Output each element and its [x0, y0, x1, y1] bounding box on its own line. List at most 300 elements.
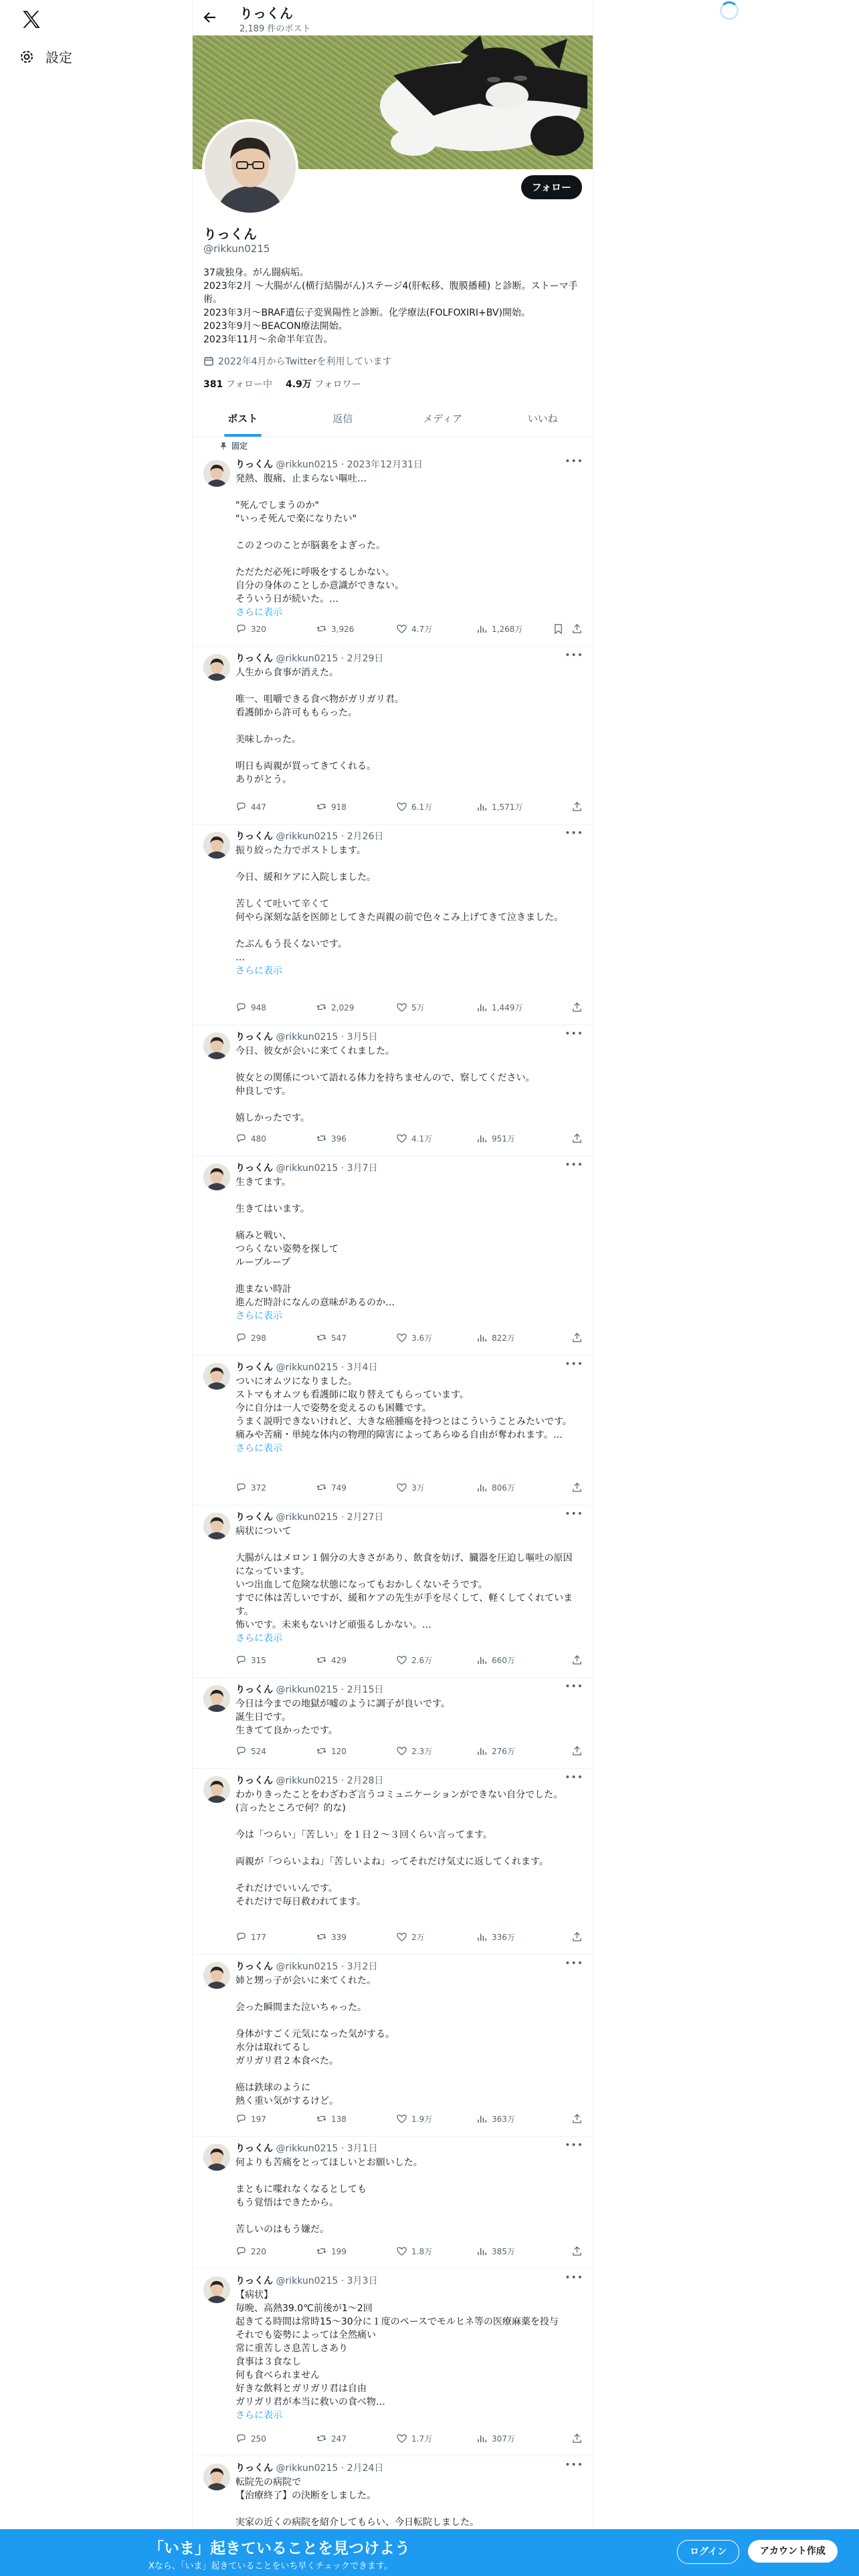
- tweet-author-name[interactable]: りっくん: [235, 1163, 273, 1174]
- share-icon: [571, 2433, 583, 2444]
- tweet-avatar[interactable]: [203, 1033, 230, 1059]
- repost-count: 918: [331, 802, 347, 812]
- tweet-actions: [235, 1931, 583, 1945]
- tweet-author-name[interactable]: りっくん: [235, 2463, 273, 2474]
- tweet-actions: [235, 2246, 583, 2259]
- bio-line: 2023年11月〜余命半年宣告。: [203, 334, 333, 345]
- share-icon: [571, 1482, 583, 1493]
- bookmark-button[interactable]: [553, 623, 564, 635]
- gear-icon: [19, 49, 35, 65]
- tweet-date[interactable]: 2月26日: [347, 831, 384, 842]
- show-more-link[interactable]: さらに表示: [235, 2410, 282, 2421]
- reply-icon: [235, 2246, 247, 2257]
- tweet-text-line: 好きな飲料とガリガリ君は自由: [235, 2383, 367, 2394]
- like-button[interactable]: [396, 2246, 432, 2257]
- reply-button[interactable]: [235, 623, 266, 635]
- repost-icon: [316, 1931, 327, 1943]
- reply-button[interactable]: [235, 2433, 266, 2444]
- tweet-date[interactable]: 3月4日: [347, 1362, 378, 1373]
- tweet[interactable]: [193, 1355, 593, 1505]
- like-icon: [396, 2113, 407, 2125]
- tweet[interactable]: [193, 824, 593, 1025]
- repost-button[interactable]: [316, 2113, 347, 2125]
- like-button[interactable]: [396, 1654, 432, 1666]
- tweet-text: [235, 1375, 578, 1455]
- tweet-text-line: わかりきったことをわざわざ言うコミュニケーションができない自分でした。: [235, 1790, 563, 1800]
- reply-count: 524: [251, 1746, 266, 1756]
- bio-line: 2023年3月〜BRAF遺伝子変異陽性と診断。化学療法(FOLFOXIRI+BV)開始。: [203, 308, 531, 318]
- tweet-author-handle[interactable]: @rikkun0215: [276, 653, 339, 664]
- tweet-text-line: [235, 2210, 578, 2223]
- tweet-text: [235, 1045, 578, 1125]
- repost-button[interactable]: [316, 801, 347, 813]
- tweet-author-name[interactable]: りっくん: [235, 653, 273, 664]
- like-button[interactable]: [396, 1332, 432, 1344]
- tweet-date[interactable]: 3月5日: [347, 1032, 378, 1043]
- show-more-link[interactable]: さらに表示: [235, 966, 282, 976]
- views-count: 951万: [492, 1134, 515, 1144]
- tweet[interactable]: [193, 1025, 593, 1156]
- tweet-actions: [235, 1654, 583, 1668]
- more-options-icon[interactable]: •••: [565, 1772, 583, 1783]
- tweet-avatar[interactable]: [203, 1685, 230, 1712]
- signup-banner: [0, 2529, 859, 2576]
- like-button[interactable]: [396, 1745, 432, 1757]
- tweet-author-handle[interactable]: @rikkun0215: [276, 2463, 339, 2474]
- tweet-avatar[interactable]: [203, 2276, 230, 2303]
- tweet-date[interactable]: 3月1日: [347, 2143, 378, 2154]
- tweet-avatar[interactable]: [203, 832, 230, 859]
- like-count: 4.1万: [411, 1134, 433, 1144]
- repost-button[interactable]: [316, 1002, 354, 1013]
- tweet-text-line: [235, 679, 578, 693]
- views-icon: [476, 623, 488, 635]
- share-button[interactable]: [571, 2113, 583, 2125]
- reply-button[interactable]: [235, 1332, 266, 1344]
- like-button[interactable]: [396, 801, 432, 813]
- repost-icon: [316, 1133, 327, 1144]
- like-icon: [396, 1002, 407, 1013]
- repost-button[interactable]: [316, 1745, 347, 1757]
- login-button[interactable]: ログイン: [677, 2540, 739, 2564]
- tweet-date[interactable]: 2月28日: [347, 1776, 384, 1786]
- share-icon: [571, 1332, 583, 1344]
- views-count: 660万: [492, 1656, 515, 1665]
- views-button[interactable]: [476, 1654, 515, 1666]
- tweet-author-handle[interactable]: @rikkun0215: [276, 1685, 339, 1695]
- followers-label: フォロワー: [314, 379, 361, 390]
- followers-link[interactable]: [286, 377, 361, 391]
- bookmark-icon: [553, 623, 564, 635]
- tab-posts[interactable]: ポスト: [193, 401, 293, 437]
- repost-button[interactable]: [316, 1133, 347, 1144]
- repost-icon: [316, 1745, 327, 1757]
- like-button[interactable]: [396, 2113, 432, 2125]
- tweet-author-handle[interactable]: @rikkun0215: [276, 831, 339, 842]
- tweet-author-handle[interactable]: @rikkun0215: [276, 1032, 339, 1043]
- more-options-icon[interactable]: •••: [565, 1681, 583, 1692]
- tweet[interactable]: [193, 1677, 593, 1769]
- reply-count: 177: [251, 1932, 266, 1942]
- signup-banner-subtitle: Xなら、「いま」起きていることをいち早くチェックできます。: [149, 2561, 393, 2571]
- reply-button[interactable]: [235, 1654, 266, 1666]
- share-button[interactable]: [571, 1745, 583, 1757]
- repost-button[interactable]: [316, 2433, 347, 2444]
- tweet-text-line: 苦しくて吐いて辛くて: [235, 899, 329, 909]
- tweet-text-line: [235, 2169, 578, 2183]
- views-count: 1,268万: [492, 625, 523, 634]
- tweet-author-name[interactable]: りっくん: [235, 2143, 273, 2154]
- reply-button[interactable]: [235, 1931, 266, 1943]
- tweet-author-handle[interactable]: @rikkun0215: [276, 2143, 339, 2154]
- tweet-text-line: "死んでしまうのか": [235, 500, 319, 511]
- tweet-text-line: 生きてて良かったです。: [235, 1725, 338, 1736]
- tweet-avatar[interactable]: [203, 1776, 230, 1803]
- reply-count: 197: [251, 2114, 266, 2124]
- profile-header-bar: [193, 0, 593, 35]
- loading-spinner-icon: [720, 1, 739, 20]
- like-count: 2.3万: [411, 1747, 433, 1756]
- reply-count: 447: [251, 802, 266, 812]
- repost-button[interactable]: [316, 623, 354, 635]
- repost-icon: [316, 2433, 327, 2444]
- bio-line: 2023年9月〜BEACON療法開始。: [203, 321, 348, 332]
- tweet-header: [235, 1360, 377, 1374]
- tweet-date[interactable]: 2月27日: [347, 1512, 384, 1523]
- like-button[interactable]: [396, 1002, 425, 1013]
- share-button[interactable]: [571, 623, 583, 635]
- tweet-text-line: 病状について: [235, 1526, 292, 1537]
- tweet-text-line: いつ出血して危険な状態になってもおかしくないそうです。: [235, 1580, 488, 1590]
- tweet-text: [235, 844, 578, 978]
- tweet-author-name[interactable]: りっくん: [235, 459, 273, 470]
- profile-avatar[interactable]: [202, 119, 298, 215]
- tweet-author-name[interactable]: りっくん: [235, 2276, 273, 2286]
- views-button[interactable]: [476, 1931, 515, 1943]
- tweet-actions: [235, 2433, 583, 2446]
- tweet-separator: ·: [338, 2143, 347, 2154]
- reply-button[interactable]: [235, 801, 266, 813]
- tweet-text-line: すでに体は苦しいですが、緩和ケアの先生が手を尽くして、軽くしてくれています。: [235, 1593, 573, 1617]
- tweet-text-line: [235, 2502, 578, 2516]
- like-button[interactable]: [396, 1931, 425, 1943]
- tweet-text-line: 【病状】: [235, 2290, 273, 2300]
- reply-count: 372: [251, 1483, 266, 1493]
- like-icon: [396, 1931, 407, 1943]
- tweet[interactable]: [193, 2268, 593, 2456]
- tweet-text-line: 食事は３食なし: [235, 2357, 301, 2367]
- tweet-date[interactable]: 2月29日: [347, 653, 384, 664]
- tweet-text-line: 今日、緩和ケアに入院しました。: [235, 872, 376, 883]
- tweet-text-line: [235, 1868, 578, 1882]
- show-more-link[interactable]: さらに表示: [235, 1443, 282, 1454]
- tweet-text-line: ガリガリ君が本当に救いの食べ物…: [235, 2397, 385, 2407]
- header-post-count: 2,189 件のポスト: [240, 24, 311, 34]
- repost-button[interactable]: [316, 1482, 347, 1493]
- tweet-author-handle[interactable]: @rikkun0215: [276, 1776, 339, 1786]
- more-options-icon[interactable]: •••: [565, 1029, 583, 1039]
- views-button[interactable]: [476, 1332, 515, 1344]
- tweet-avatar[interactable]: [203, 1962, 230, 1989]
- tweet-text-line: それだけでいいんです。: [235, 1883, 338, 1894]
- tweet-avatar[interactable]: [203, 460, 230, 487]
- views-icon: [476, 1654, 488, 1666]
- tweet-separator: ·: [338, 1032, 347, 1043]
- views-button[interactable]: [476, 2433, 515, 2444]
- tweet-text-line: 彼女との関係について語れる体力を持ちませんので、察してください。: [235, 1073, 535, 1083]
- tweet[interactable]: [193, 1768, 593, 1955]
- tweet-header: [235, 1510, 383, 1523]
- more-options-icon[interactable]: •••: [565, 2272, 583, 2283]
- pinned-indicator: [219, 440, 248, 451]
- views-button[interactable]: [476, 1482, 515, 1493]
- reply-icon: [235, 1931, 247, 1943]
- tweet-text-line: 自分の身体のことしか意識ができない。: [235, 580, 404, 591]
- tweet-separator: ·: [338, 1362, 347, 1373]
- repost-button[interactable]: [316, 1931, 347, 1943]
- share-button[interactable]: [571, 1931, 583, 1943]
- tweet[interactable]: [193, 1156, 593, 1356]
- views-button[interactable]: [476, 623, 522, 635]
- more-options-icon[interactable]: •••: [565, 2460, 583, 2470]
- more-options-icon[interactable]: •••: [565, 1509, 583, 1519]
- tweet-text: [235, 666, 578, 786]
- profile-handle: @rikkun0215: [203, 243, 270, 255]
- like-button[interactable]: [396, 1133, 432, 1144]
- repost-button[interactable]: [316, 1332, 347, 1344]
- tweet-separator: ·: [338, 653, 347, 664]
- nav-settings[interactable]: [19, 47, 72, 66]
- tweet-text-line: 大腸がんはメロン１個分の大きさがあり、飲食を妨げ、臓器を圧迫し嘔吐の原因になっています。: [235, 1553, 573, 1577]
- like-button[interactable]: [396, 2433, 432, 2444]
- tweet-header: [235, 1959, 377, 1973]
- share-button[interactable]: [571, 1002, 583, 1013]
- tweet-date[interactable]: 3月2日: [347, 1961, 378, 1972]
- reply-button[interactable]: [235, 1745, 266, 1757]
- share-button[interactable]: [571, 1482, 583, 1493]
- tweet-avatar[interactable]: [203, 1164, 230, 1190]
- like-icon: [396, 2246, 407, 2257]
- reply-button[interactable]: [235, 1133, 266, 1144]
- pinned-label: 固定: [231, 441, 248, 451]
- signup-button[interactable]: アカウント作成: [748, 2540, 838, 2563]
- reply-icon: [235, 801, 247, 813]
- tweet-date[interactable]: 2月15日: [347, 1685, 384, 1695]
- tweet-text-line: 嬉しかったです。: [235, 1113, 310, 1123]
- tweet-text-line: "いっそ死んで楽になりたい": [235, 514, 357, 524]
- views-count: 385万: [492, 2247, 515, 2256]
- like-icon: [396, 801, 407, 813]
- repost-icon: [316, 623, 327, 635]
- tweet-separator: ·: [338, 1512, 347, 1523]
- tweet-text-line: 痛みと戦い、: [235, 1230, 292, 1241]
- more-options-icon[interactable]: •••: [565, 1958, 583, 1969]
- tab-media[interactable]: メディア: [423, 413, 463, 425]
- repost-button[interactable]: [316, 2246, 347, 2257]
- repost-button[interactable]: [316, 1654, 347, 1666]
- tweet-author-handle[interactable]: @rikkun0215: [276, 1961, 339, 1972]
- reply-count: 220: [251, 2246, 266, 2256]
- repost-count: 138: [331, 2114, 347, 2124]
- share-button[interactable]: [571, 2246, 583, 2257]
- tweet-text-line: [235, 1538, 578, 1551]
- tweet-text: [235, 472, 578, 619]
- views-icon: [476, 1002, 488, 1013]
- tweet-text-line: [235, 720, 578, 733]
- tweet-text: [235, 1788, 578, 1909]
- tweet-text-line: 癌は鉄球のように: [235, 2082, 310, 2093]
- tweet-separator: ·: [338, 2276, 347, 2286]
- tweet-avatar[interactable]: [203, 1363, 230, 1390]
- views-button[interactable]: [476, 1133, 515, 1144]
- tweet-text-line: 苦しいのはもう嫌だ。: [235, 2224, 329, 2235]
- tweet-avatar[interactable]: [203, 1513, 230, 1539]
- tweet-text-line: (言ったところで何？的な): [235, 1803, 346, 1814]
- tweet-author-name[interactable]: りっくん: [235, 1362, 273, 1373]
- tweet-author-handle[interactable]: @rikkun0215: [276, 2276, 339, 2286]
- more-options-icon[interactable]: •••: [565, 456, 583, 467]
- tweet-author-name[interactable]: りっくん: [235, 1776, 273, 1786]
- tweet-text-line: 常に重苦しさ息苦しさあり: [235, 2343, 348, 2354]
- views-button[interactable]: [476, 1002, 522, 1013]
- nav-settings-label: 設定: [45, 49, 72, 66]
- tweet-avatar[interactable]: [203, 654, 230, 681]
- tweet[interactable]: [193, 1954, 593, 2137]
- tweet-author-handle[interactable]: @rikkun0215: [276, 1362, 339, 1373]
- reply-count: 320: [251, 624, 266, 634]
- repost-count: 3,926: [331, 624, 355, 634]
- tweet-text-line: [235, 746, 578, 760]
- tweet[interactable]: [193, 646, 593, 825]
- tweet-author-name[interactable]: りっくん: [235, 1032, 273, 1043]
- share-button[interactable]: [571, 1332, 583, 1344]
- tweet-text: [235, 2156, 578, 2236]
- tweet-text-line: ループループ: [235, 1257, 291, 1268]
- tweet-text-line: …: [235, 952, 245, 963]
- share-icon: [571, 2246, 583, 2257]
- views-button[interactable]: [476, 801, 522, 813]
- like-icon: [396, 2433, 407, 2444]
- views-button[interactable]: [476, 1745, 515, 1757]
- tweet-text-line: 明日も両親が買ってきてくれる。: [235, 761, 376, 772]
- reply-button[interactable]: [235, 1482, 266, 1493]
- tweet-author-name[interactable]: りっくん: [235, 1685, 273, 1695]
- tweet-date[interactable]: 3月7日: [347, 1163, 378, 1174]
- tab-likes[interactable]: いいね: [527, 413, 558, 425]
- tab-replies[interactable]: 返信: [332, 413, 353, 425]
- tweet-text-line: [235, 1189, 578, 1202]
- share-button[interactable]: [571, 1654, 583, 1666]
- share-button[interactable]: [571, 2433, 583, 2444]
- reply-icon: [235, 1745, 247, 1757]
- tweet-text-line: 今日は今までの地獄が嘘のように調子が良いです。: [235, 1699, 450, 1709]
- tweet[interactable]: [193, 2136, 593, 2269]
- tweet-text-line: ありがとう。: [235, 774, 292, 785]
- tweet-header: [235, 2461, 383, 2474]
- tweet-text: [235, 2288, 578, 2422]
- tweet-separator: ·: [338, 831, 347, 842]
- tweet-text-line: 人生から食事が消えた。: [235, 667, 339, 678]
- views-button[interactable]: [476, 2246, 515, 2257]
- share-icon: [571, 1654, 583, 1666]
- tweet-text-line: ただただ必死に呼吸をするしかない。: [235, 567, 395, 578]
- reply-button[interactable]: [235, 1002, 266, 1013]
- repost-count: 199: [331, 2246, 347, 2256]
- bio-line: 37歳独身。がん闘病垢。: [203, 267, 309, 278]
- reply-icon: [235, 2433, 247, 2444]
- tweet-text-line: 熱く重い気がするけど。: [235, 2096, 339, 2107]
- more-options-icon[interactable]: •••: [565, 650, 583, 661]
- tweet-avatar[interactable]: [203, 2144, 230, 2171]
- views-icon: [476, 1332, 488, 1344]
- views-count: 307万: [492, 2434, 515, 2444]
- tweet-text-line: それでも姿勢によっては全然痛い: [235, 2330, 376, 2341]
- tweet-text-line: 生きてはいます。: [235, 1204, 310, 1214]
- tweet-separator: ·: [338, 1163, 347, 1174]
- tweet-avatar[interactable]: [203, 2464, 230, 2490]
- show-more-link[interactable]: さらに表示: [235, 1311, 282, 1321]
- more-options-icon[interactable]: •••: [565, 1359, 583, 1370]
- tweet-author-handle[interactable]: @rikkun0215: [276, 1512, 339, 1523]
- reply-count: 250: [251, 2434, 266, 2444]
- reply-icon: [235, 1002, 247, 1013]
- tweet-author-name[interactable]: りっくん: [235, 1961, 273, 1972]
- show-more-link[interactable]: さらに表示: [235, 1633, 282, 1644]
- views-button[interactable]: [476, 2113, 515, 2125]
- tweet-author-handle[interactable]: @rikkun0215: [276, 1163, 339, 1174]
- more-options-icon[interactable]: •••: [565, 828, 583, 839]
- more-options-icon[interactable]: •••: [565, 1160, 583, 1170]
- following-link[interactable]: [203, 377, 272, 391]
- tweet-author-handle[interactable]: @rikkun0215: [276, 459, 339, 470]
- like-icon: [396, 1745, 407, 1757]
- tweet-text-line: 何やら深刻な話を医師としてきた両親の前で色々こみ上げてきて泣きました。: [235, 912, 563, 923]
- views-icon: [476, 1931, 488, 1943]
- like-icon: [396, 1133, 407, 1144]
- like-icon: [396, 1332, 407, 1344]
- tweet[interactable]: [193, 452, 593, 647]
- tweet-text-line: 両親が「つらいよね」「苦しいよね」ってそれだけ気丈に返してくれます。: [235, 1856, 549, 1867]
- views-count: 822万: [492, 1333, 515, 1343]
- share-button[interactable]: [571, 1133, 583, 1144]
- follow-button[interactable]: フォロー: [521, 175, 582, 199]
- show-more-link[interactable]: さらに表示: [235, 607, 282, 618]
- tweet-text-line: ストマもオムツも看護師に取り替えてもらっています。: [235, 1390, 469, 1400]
- tweet-author-name[interactable]: りっくん: [235, 831, 273, 842]
- tweet-author-name[interactable]: りっくん: [235, 1512, 273, 1523]
- tweet-date[interactable]: 3月3日: [347, 2276, 378, 2286]
- views-count: 1,571万: [492, 802, 523, 812]
- tweet[interactable]: [193, 1505, 593, 1678]
- tweet-separator: ·: [338, 1776, 347, 1786]
- tweet[interactable]: [193, 2456, 593, 2530]
- repost-count: 547: [331, 1333, 347, 1343]
- tweet-text-line: 誕生日です。: [235, 1712, 291, 1723]
- reply-button[interactable]: [235, 2113, 266, 2125]
- like-button[interactable]: [396, 623, 432, 635]
- tweet-text-line: 【治療終了】の決断をしました。: [235, 2490, 376, 2501]
- views-count: 276万: [492, 1747, 515, 1756]
- more-options-icon[interactable]: •••: [565, 2140, 583, 2151]
- tweet-date[interactable]: 2月24日: [347, 2463, 384, 2474]
- x-logo-icon[interactable]: [20, 8, 43, 31]
- share-button[interactable]: [571, 801, 583, 813]
- tweet-text-line: 何よりも苦痛をとってほしいとお願いした。: [235, 2157, 423, 2168]
- tweet-date[interactable]: 2023年12月31日: [347, 459, 423, 470]
- like-button[interactable]: [396, 1482, 425, 1493]
- reply-button[interactable]: [235, 2246, 266, 2257]
- back-arrow-icon[interactable]: [202, 9, 218, 25]
